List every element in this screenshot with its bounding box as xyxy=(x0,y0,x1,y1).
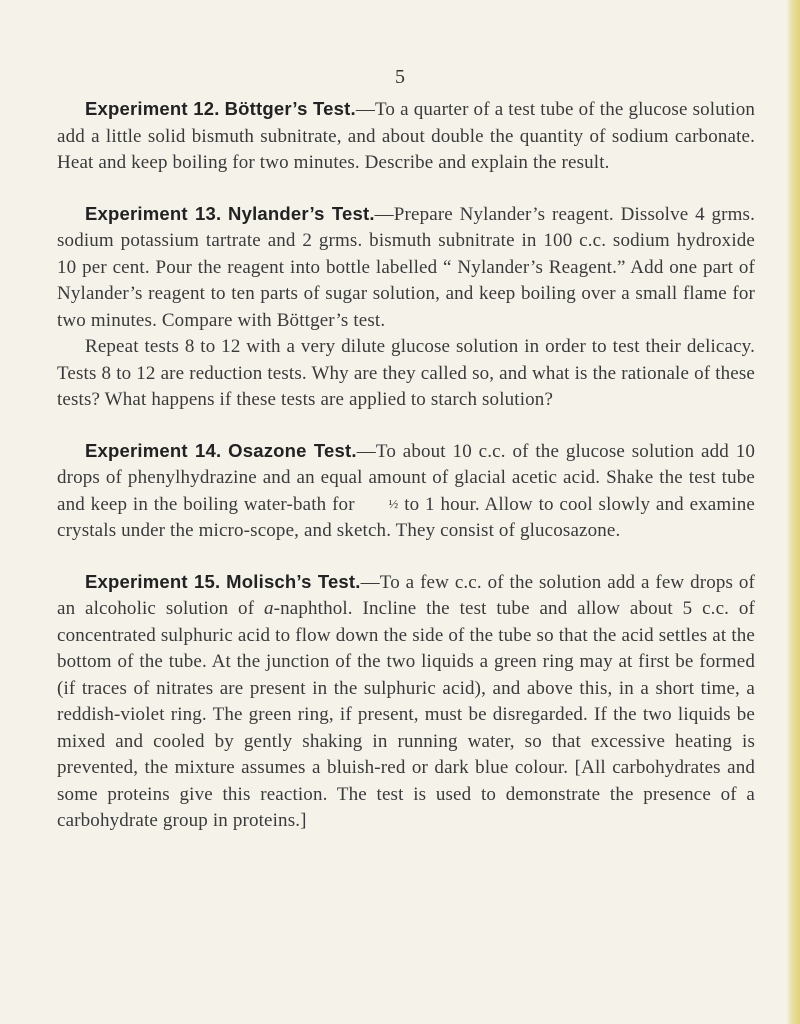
experiment-15-number: Experiment 15. xyxy=(85,570,221,592)
experiment-13-continuation: Repeat tests 8 to 12 with a very dilute glucose solution in order to test their delicacy. Tests 8 to 12 are reduction tests. Why are they called so, and what is the rationale of these tests? What happens if these tests are applied to starch solution? xyxy=(57,336,755,410)
experiment-12-paragraph xyxy=(57,96,755,177)
experiment-14-body-before: —To about 10 c.c. of the glucose solution add 10 drops of phenylhydrazine and an equal amount of glacial acetic acid. Shake the test tube and keep in the boiling water-bath for xyxy=(57,440,755,515)
experiment-14-paragraph xyxy=(57,438,755,545)
experiment-12-title: Böttger’s Test. xyxy=(224,98,356,119)
experiment-14-number: Experiment 14. xyxy=(85,439,222,461)
experiment-14-body-after: to 1 hour. Allow to cool slowly and examine crystals under the micro-scope, and sketch. They consist of glucosazone. xyxy=(57,493,755,541)
experiment-15-paragraph xyxy=(57,569,755,835)
experiment-14 xyxy=(57,438,755,545)
experiment-12-number: Experiment 12. xyxy=(85,98,220,119)
experiment-13-title: Nylander’s Test. xyxy=(228,202,375,224)
page-edge-shadow xyxy=(786,0,800,1024)
experiment-15 xyxy=(57,569,755,835)
page-content xyxy=(57,96,755,859)
experiment-14-fraction: ½ xyxy=(388,495,399,511)
experiment-15-body-before: —To a few c.c. of the solution add a few drops of an alcoholic solution of xyxy=(57,571,756,619)
experiment-15-title: Molisch’s Test. xyxy=(226,570,361,592)
experiment-12-body: —To a quarter of a test tube of the glucose solution add a little solid bismuth subnitrate, and about double the quantity of sodium carbonate. Heat and keep boiling for two minutes. Describe and explain the result. xyxy=(57,99,755,173)
experiment-13-number: Experiment 13. xyxy=(85,202,222,224)
experiment-13 xyxy=(57,201,755,414)
experiment-12 xyxy=(57,96,755,177)
experiment-13-body: —Prepare Nylander’s reagent. Dissolve 4 grms. sodium potassium tartrate and 2 grms. bismuth subnitrate in 100 c.c. sodium hydroxide 10 per cent. Pour the reagent into bottle labelled “ Nylander’s Reagent.” Add one part of Nylander’s reagent to ten parts of sugar solution, and keep boiling over a small flame for two minutes. Compare with Böttger’s test. xyxy=(57,203,755,331)
experiment-14-title: Osazone Test. xyxy=(228,439,357,461)
page-number: 5 xyxy=(395,66,405,88)
experiment-15-alpha-term: a xyxy=(263,598,274,619)
experiment-13-paragraph xyxy=(57,201,755,335)
experiment-15-body-after: -naphthol. Incline the test tube and allow about 5 c.c. of concentrated sulphuric acid to flow down the side of the tube so that the acid settles at the bottom of the tube. At the junction of the two liquids a green ring may at first be formed (if traces of nitrates are present in the sulphuric acid), and above this, in a short time, a reddish-violet ring. The green ring, if present, must be disregarded. If the two liquids be mixed and cooled by gently shaking in running water, so that excessive heating is prevented, the mixture assumes a bluish-red or dark blue colour. [All carbohydrates and some proteins give this reaction. The test is used to demonstrate the presence of a carbohydrate group in proteins.] xyxy=(57,598,755,831)
